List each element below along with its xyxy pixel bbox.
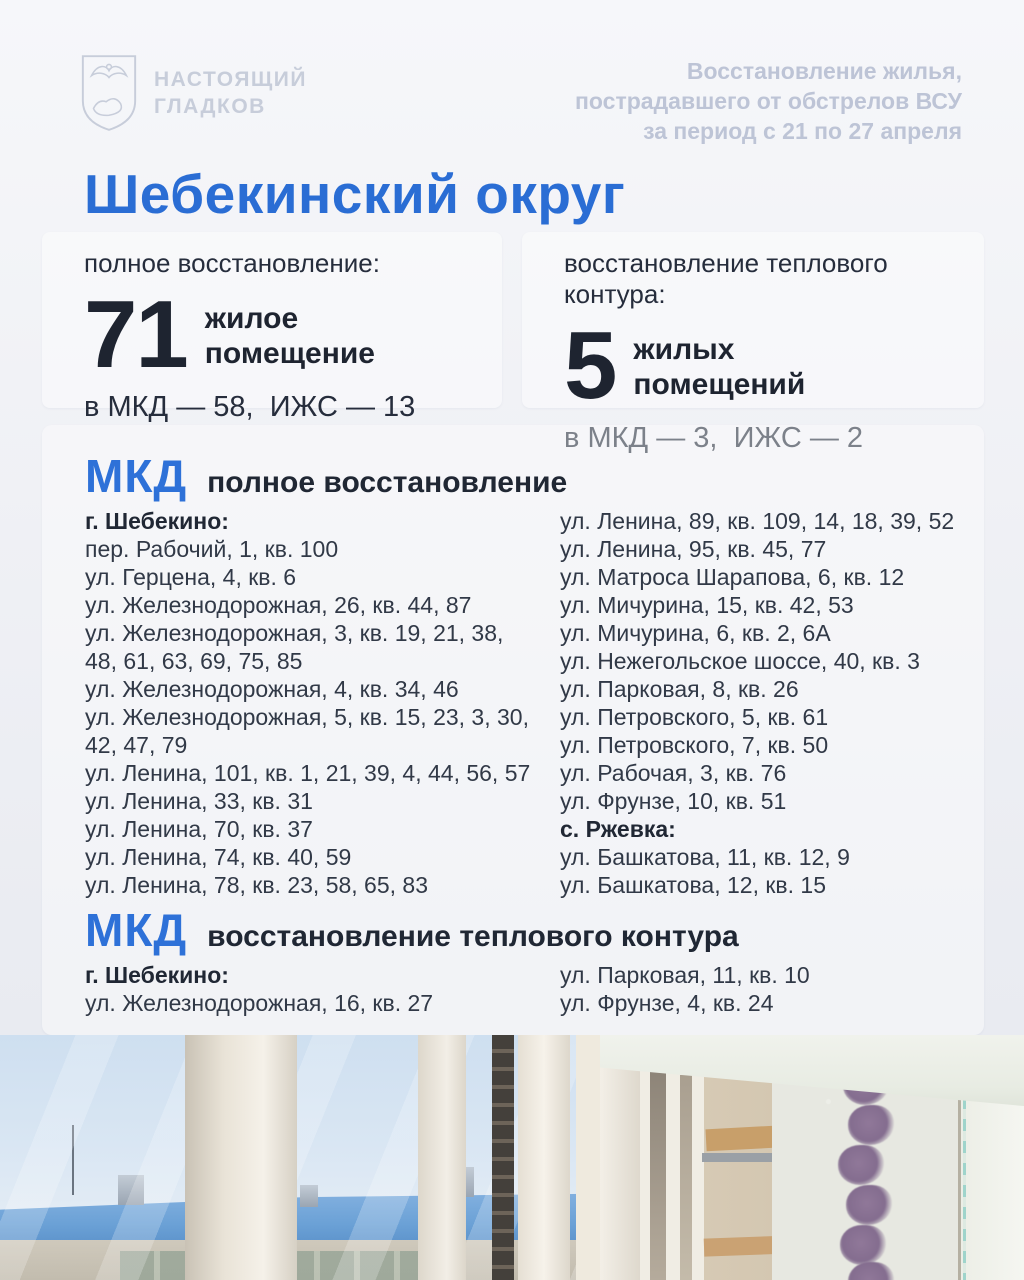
logo-line1: НАСТОЯЩИЙ xyxy=(154,68,307,91)
flower-decor xyxy=(848,1105,894,1145)
address-line: ул. Парковая, 11, кв. 10 xyxy=(560,962,810,988)
address-line: ул. Мичурина, 6, кв. 2, 6А xyxy=(560,620,831,646)
window-frame-bar xyxy=(576,1035,602,1280)
stat-label: полное восстановление: xyxy=(84,248,380,278)
window-frame-bar xyxy=(418,1035,466,1280)
window-hinge-strip xyxy=(492,1035,514,1280)
address-line: пер. Рабочий, 1, кв. 100 xyxy=(85,536,339,562)
stat-number: 5 xyxy=(564,312,616,419)
village-heading: с. Ржевка: xyxy=(560,816,676,842)
full-restoration-right-column xyxy=(560,507,986,899)
caption-line2: пострадавшего от обстрелов ВСУ xyxy=(575,88,962,114)
window-frame-bar xyxy=(518,1035,570,1280)
address-line: ул. Фрунзе, 4, кв. 24 xyxy=(560,990,774,1016)
interior-window-frame xyxy=(640,1055,704,1280)
address-line: ул. Башкатова, 12, кв. 15 xyxy=(560,872,826,898)
mkd-tag: МКД xyxy=(85,450,188,502)
balcony-photo xyxy=(0,1035,1024,1280)
page-title: Шебекинский округ xyxy=(84,163,626,225)
section-header-thermal-contour xyxy=(85,903,739,957)
flower-decor xyxy=(848,1262,894,1280)
caption-line3: за период с 21 по 27 апреля xyxy=(643,118,962,144)
address-lists-panel xyxy=(42,425,984,1035)
stat-breakdown: в МКД — 58, ИЖС — 13 xyxy=(84,391,416,423)
address-line: ул. Железнодорожная, 5, кв. 15, 23, 3, 30, 42, 47, 79 xyxy=(85,704,529,758)
address-line: ул. Герцена, 4, кв. 6 xyxy=(85,564,297,590)
address-line: ул. Петровского, 5, кв. 61 xyxy=(560,704,829,730)
section-title: восстановление теплового контура xyxy=(207,920,739,953)
logo-text xyxy=(154,66,307,120)
interior-window-glass xyxy=(650,1069,666,1280)
address-line: ул. Нежегольское шоссе, 40, кв. 3 xyxy=(560,648,920,674)
city-heading: г. Шебекино: xyxy=(85,508,229,534)
full-restoration-left-column xyxy=(85,507,537,899)
teal-trim-line xyxy=(963,1075,966,1280)
address-line: ул. Железнодорожная, 4, кв. 34, 46 xyxy=(85,676,459,702)
stat-card-full-restoration xyxy=(42,232,502,423)
stat-unit xyxy=(633,332,805,402)
stat-card-thermal-contour xyxy=(522,232,984,454)
address-line: ул. Ленина, 74, кв. 40, 59 xyxy=(85,844,352,870)
address-line: ул. Ленина, 70, кв. 37 xyxy=(85,816,313,842)
mkd-tag: МКД xyxy=(85,904,188,956)
stat-unit-line2: помещение xyxy=(204,337,375,370)
address-line: ул. Фрунзе, 10, кв. 51 xyxy=(560,788,787,814)
stat-number: 71 xyxy=(84,281,187,388)
caption-line1: Восстановление жилья, xyxy=(686,58,962,84)
address-line: ул. Ленина, 33, кв. 31 xyxy=(85,788,313,814)
stat-breakdown: в МКД — 3, ИЖС — 2 xyxy=(564,422,864,454)
logo xyxy=(78,52,307,134)
thermal-right-column xyxy=(560,961,986,1017)
flower-decor xyxy=(846,1185,892,1225)
address-line: ул. Железнодорожная, 16, кв. 27 xyxy=(85,990,434,1016)
address-line: ул. Железнодорожная, 3, кв. 19, 21, 38, 48, 61, 63, 69, 75, 85 xyxy=(85,620,504,674)
address-line: ул. Мичурина, 15, кв. 42, 53 xyxy=(560,592,854,618)
stat-unit-line1: жилых xyxy=(633,333,735,366)
stat-unit-line2: помещений xyxy=(633,368,806,401)
stat-unit xyxy=(205,301,375,371)
stat-label: восстановление теплового контура: xyxy=(564,248,888,309)
address-line: ул. Ленина, 89, кв. 109, 14, 18, 39, 52 xyxy=(560,508,955,534)
address-line: ул. Рабочая, 3, кв. 76 xyxy=(560,760,787,786)
address-line: ул. Железнодорожная, 26, кв. 44, 87 xyxy=(85,592,472,618)
window-frame-bar xyxy=(600,1035,644,1280)
section-title: полное восстановление xyxy=(207,466,568,499)
address-line: ул. Ленина, 78, кв. 23, 58, 65, 83 xyxy=(85,872,429,898)
flower-decor xyxy=(840,1225,886,1265)
address-line: ул. Парковая, 8, кв. 26 xyxy=(560,676,799,702)
window-frame-bar xyxy=(185,1035,297,1280)
thermal-left-column xyxy=(85,961,537,1017)
address-line: ул. Петровского, 7, кв. 50 xyxy=(560,732,829,758)
stat-unit-line1: жилое xyxy=(204,302,299,335)
address-line: ул. Ленина, 95, кв. 45, 77 xyxy=(560,536,827,562)
address-line: ул. Башкатова, 11, кв. 12, 9 xyxy=(560,844,850,870)
coat-of-arms-shield-icon xyxy=(78,52,140,134)
city-heading: г. Шебекино: xyxy=(85,962,229,988)
section-header-full-restoration xyxy=(85,449,567,503)
report-period-caption xyxy=(502,56,962,146)
interior-window-glass xyxy=(680,1075,692,1280)
logo-line2: ГЛАДКОВ xyxy=(154,95,266,118)
address-line: ул. Ленина, 101, кв. 1, 21, 39, 4, 44, 56, 57 xyxy=(85,760,531,786)
address-line: ул. Матроса Шарапова, 6, кв. 12 xyxy=(560,564,905,590)
flower-decor xyxy=(838,1145,884,1185)
